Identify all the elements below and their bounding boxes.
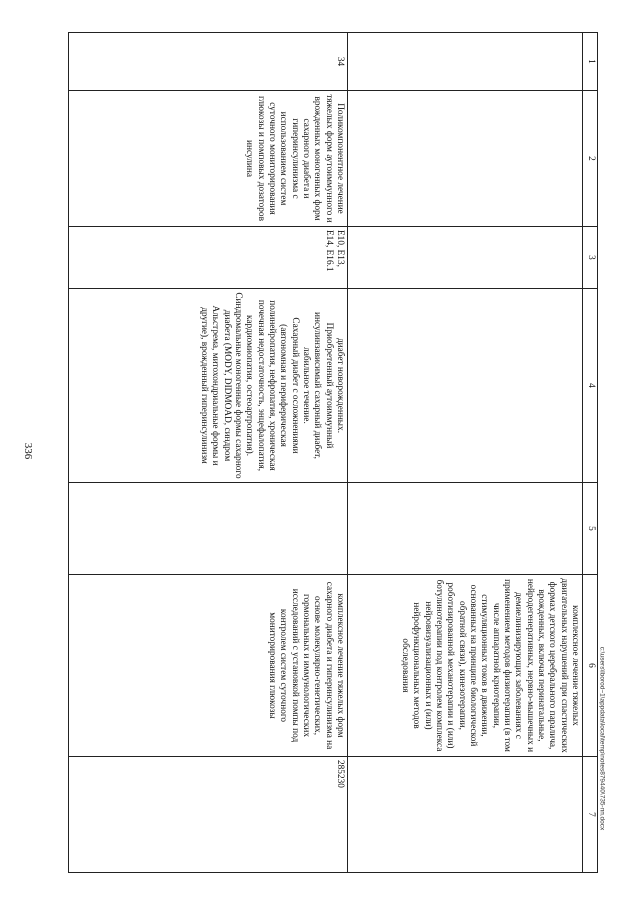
cell-codes: E10, E13, E14, E16.1 [69, 227, 348, 289]
cell-row-number: 34 [69, 33, 348, 91]
header-row [583, 33, 598, 873]
header-cell-5: 5 [583, 483, 598, 575]
cell-patient-model [69, 483, 348, 575]
diagnosis-line-3: Сахарный диабет с осложнениями (автономная и периферическая полинейропатия, нефропатия, хроническая почечная недостаточность, энцефалопатия, кардиомиопатия, остеоартропатия). [244, 299, 300, 472]
header-cell-4: 4 [583, 289, 598, 483]
cell-prev-treatment: комплексное лечение тяжелых двигательных нарушений при спастических формах детского церебрального паралича, врожденных, включая перинатальные, нейродегенеративных, нервно-мышечных и демиелинизирующих заболеваниях с применением методов физиотерапии (в том числе аппаратной криотерапии, стимуляционных токов в движении, основанных на принципе биологической обратной связи), кинезотерапии, роботизированной механотерапии и (или) ботулинотерапии под контролем комплекса нейровизуализационных и (или) нейрофункциональных методов обследования [348, 575, 583, 757]
cell-prev-num [348, 33, 583, 91]
cell-cost: 285230 [69, 757, 348, 873]
diagnosis-line-2: Приобретенный аутоиммунный инсулинзависимый сахарный диабет, лабильное течение. [301, 312, 334, 459]
cell-name: Поликомпонентное лечение тяжелых форм аутоиммунного и врожденных моногенных форм сахарного диабета и гиперинсулинизма с использованием систем суточного мониторирования глюкозы и помповых дозаторов инсулина [69, 91, 348, 227]
page-number: 336 [22, 442, 34, 460]
diagnosis-line-1: диабет новорожденных. [335, 337, 345, 434]
header-cell-6: 6 [583, 575, 598, 757]
header-cell-2: 2 [583, 91, 598, 227]
cell-prev-name [348, 91, 583, 227]
cell-prev-codes [348, 227, 583, 289]
table-row-34 [69, 33, 348, 873]
cell-diagnosis [69, 289, 348, 483]
file-path-footer: c:\users\lborod~1\appdata\local\temp\notes879440\735-пп.docx [598, 646, 606, 831]
rotated-table-container [68, 32, 598, 872]
diagnosis-line-4: Синдромальные моногенные формы сахарного диабета (MODY, DIDMOAD, синдром Альстрема, митохондриальные формы и другие), врожденный гиперинсулинизм [199, 292, 244, 479]
header-cell-1: 1 [583, 33, 598, 91]
cell-prev-model [348, 483, 583, 575]
cell-prev-diagnosis [348, 289, 583, 483]
table-row-prev [348, 33, 583, 873]
header-cell-7: 7 [583, 757, 598, 873]
header-cell-3: 3 [583, 227, 598, 289]
services-table [68, 32, 598, 873]
cell-treatment: комплексное лечение тяжелых форм сахарного диабета и гиперинсулинизма на основе молекулярно-генетических, гормональных и иммунологических исследований с установкой помпы под контролем систем суточного мониторирования глюкозы [69, 575, 348, 757]
cell-prev-cost [348, 757, 583, 873]
